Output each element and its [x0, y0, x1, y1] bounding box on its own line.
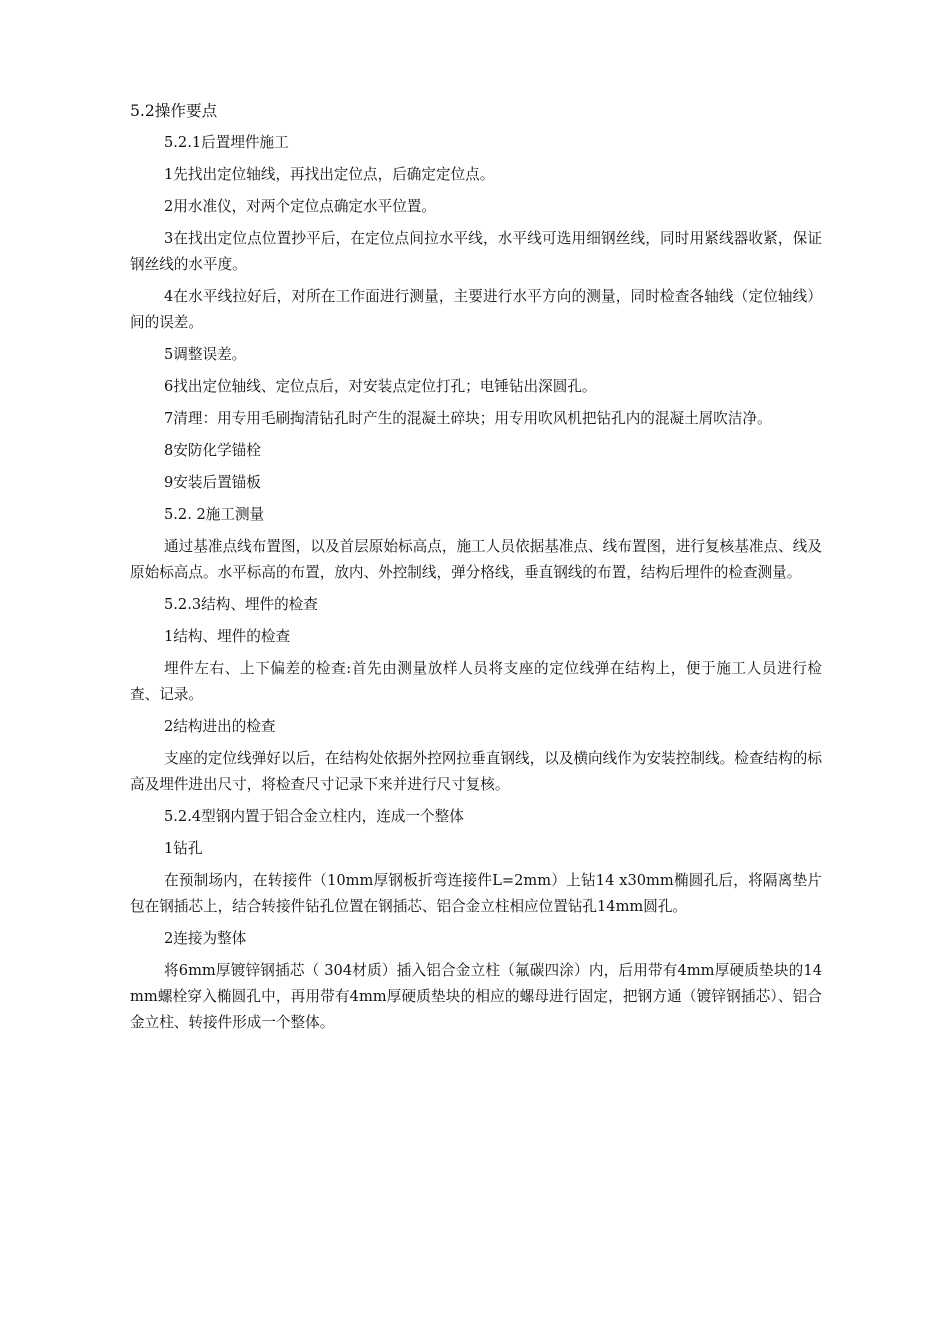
subsection-heading-5-2-4: 5.2.4型钢内置于铝合金立柱内，连成一个整体: [164, 808, 464, 825]
subsection-heading-5-2-1: 5.2.1后置埋件施工: [164, 134, 289, 151]
paragraph: 3在找出定位点位置抄平后，在定位点间拉水平线，水平线可选用细钢丝线，同时用紧线器收紧，保证钢丝线的水平度。: [130, 230, 822, 273]
document-page: [130, 98, 822, 1042]
paragraph: 9安装后置锚板: [164, 474, 261, 491]
paragraph: 1结构、埋件的检查: [164, 628, 291, 645]
subsection-heading-5-2-3: 5.2.3结构、埋件的检查: [164, 596, 318, 613]
section-heading: 5.2操作要点: [130, 102, 218, 120]
paragraph: 1钻孔: [164, 840, 203, 857]
paragraph: 2用水准仪，对两个定位点确定水平位置。: [164, 198, 436, 215]
paragraph: 在预制场内，在转接件（10mm厚钢板折弯连接件L=2mm）上钻14 x30mm椭圆孔后，将隔离垫片包在钢插芯上，结合转接件钻孔位置在钢插芯、铝合金立柱相应位置钻孔14mm圆孔。: [130, 872, 822, 915]
subsection-heading-5-2-2: 5.2. 2施工测量: [164, 506, 265, 523]
paragraph: 2连接为整体: [164, 930, 247, 947]
paragraph: 7清理：用专用毛刷掏清钻孔时产生的混凝土碎块；用专用吹风机把钻孔内的混凝土屑吹洁净。: [164, 410, 772, 427]
paragraph: 支座的定位线弹好以后，在结构处依据外控网拉垂直钢线，以及横向线作为安装控制线。检查结构的标高及埋件进出尺寸，将检查尺寸记录下来并进行尺寸复核。: [130, 750, 822, 793]
paragraph: 通过基准点线布置图，以及首层原始标高点，施工人员依据基准点、线布置图，进行复核基准点、线及原始标高点。水平标高的布置，放内、外控制线，弹分格线，垂直钢线的布置，结构后埋件的检查测量。: [130, 538, 822, 581]
paragraph: 4在水平线拉好后，对所在工作面进行测量，主要进行水平方向的测量，同时检查各轴线（定位轴线）间的误差。: [130, 288, 822, 331]
paragraph: 8安防化学锚栓: [164, 442, 261, 459]
paragraph: 5调整误差。: [164, 346, 247, 363]
paragraph: 埋件左右、上下偏差的检查:首先由测量放样人员将支座的定位线弹在结构上，便于施工人员进行检查、记录。: [130, 660, 822, 703]
paragraph: 将6mm厚镀锌钢插芯（ 304材质）插入铝合金立柱（氟碳四涂）内，后用带有4mm厚硬质垫块的14mm螺栓穿入椭圆孔中，再用带有4mm厚硬质垫块的相应的螺母进行固定，把钢方通（镀锌钢插芯）、铝合金立柱、转接件形成一个整体。: [130, 962, 822, 1031]
paragraph: 1先找出定位轴线，再找出定位点，后确定定位点。: [164, 166, 495, 183]
paragraph: 6找出定位轴线、定位点后，对安装点定位打孔；电锤钻出深圆孔。: [164, 378, 597, 395]
paragraph: 2结构进出的检查: [164, 718, 276, 735]
